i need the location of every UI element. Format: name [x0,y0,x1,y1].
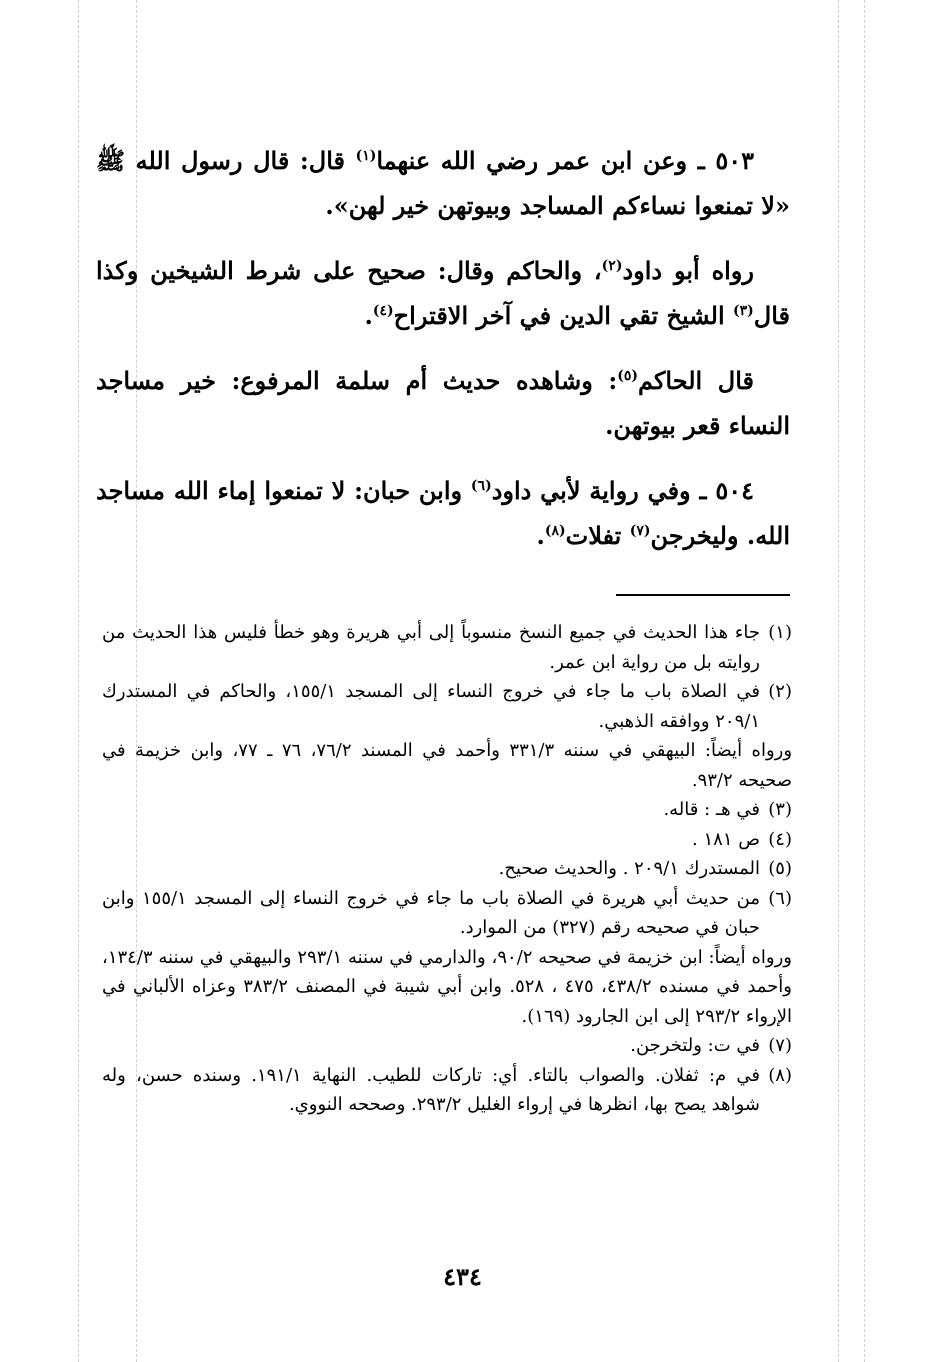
text-segment: . [536,521,545,550]
footnote-ref: (٥) [617,368,639,384]
footnote-1 [102,618,792,677]
footnotes [102,618,792,1120]
hakim-paragraph [96,358,790,448]
hadith-503 [96,138,790,228]
footnote-text: في هـ : قاله. [663,799,760,820]
scan-artifact-line [78,0,79,1362]
scan-artifact-line [864,0,865,1362]
text-segment: ٥٠٤ ـ وفي رواية لأبي داود [491,476,754,505]
footnote-separator [616,594,790,596]
takhrij-paragraph [96,248,790,338]
footnote-text: جاء هذا الحديث في جميع النسخ منسوباً إلى أبي هريرة وهو خطأ فليس هذا الحديث من روايته بل من رواية ابن عمر. [102,622,760,673]
footnote-ref: (٧) [629,523,651,539]
footnote-ref: (٣) [732,303,754,319]
scan-artifact-line [838,0,839,1362]
footnote-7 [102,1031,792,1061]
footnote-ref: (٨) [544,523,566,539]
footnote-text: في م: ثفلان. والصواب بالتاء. أي: تاركات للطيب. النهاية ١٩١/١. وسنده حسن، وله شواهد يصح بها، انظرها في إرواء الغليل ٢٩٣/٢. وصححه النووي. [102,1064,760,1115]
text-segment: ، والحاكم وقال: صحيح على شرط الشيخين وكذا قال [96,256,790,330]
footnote-ref: (٦) [470,478,492,494]
text-segment: تفلات [565,521,630,550]
footnote-6 [102,884,792,943]
footnote-number: (٣) [768,799,792,820]
footnote-number: (٨) [768,1064,792,1086]
footnote-text: ورواه أيضاً: البيهقي في سننه ٣٣١/٣ وأحمد في المسند ٧٦/٢، ٧٦ ـ ٧٧، وابن خزيمة في صحيحه ٩٣/٢. [102,740,793,791]
text-segment: ٥٠٣ ـ وعن ابن عمر رضي الله عنهما [376,146,754,175]
footnote-2-extra [102,736,792,795]
footnote-number: (١) [768,622,792,643]
footnote-text: المستدرك ٢٠٩/١ . والحديث صحيح. [498,858,760,879]
footnote-text: في ت: ولتخرجن. [630,1035,760,1056]
footnote-number: (٥) [768,858,792,879]
footnote-4 [102,825,792,855]
footnote-text: في الصلاة باب ما جاء في خروج النساء إلى المسجد ١٥٥/١، والحاكم في المستدرك ٢٠٩/١ ووافقه الذهبي. [102,681,760,732]
text-segment: رواه أبو داود [622,256,754,285]
footnote-6-extra [102,943,792,1032]
text-segment: قال: قال رسول الله ﷺ «لا تمنعوا نساءكم المساجد وبيوتهن خير لهن». [96,146,790,220]
footnote-8 [102,1061,792,1120]
footnote-text: ورواه أيضاً: ابن خزيمة في صحيحه ٩٠/٢، والدارمي في سننه ٢٩٣/١ والبيهقي في سننه ١٣٤/٣، وأحمد في مسنده ٤٣٨/٢، ٤٧٥ ، ٥٢٨. وابن أبي شيبة في المصنف ٣٨٣/٢ وعزاه الألباني في الإرواء ٢٩٣/٢ إلى ابن الجارود (١٦٩). [102,946,792,1027]
footnote-number: (٤) [768,828,792,850]
footnote-text: من حديث أبي هريرة في الصلاة باب ما جاء في خروج النساء إلى المسجد ١٥٥/١ وابن حبان في صحيحه رقم (٣٢٧) من الموارد. [102,887,760,938]
footnote-number: (٧) [768,1035,792,1056]
hadith-504 [96,468,790,558]
text-segment: . [364,301,373,330]
text-segment: الشيخ تقي الدين في آخر الاقتراح [393,301,733,330]
footnote-2 [102,677,792,736]
text-segment: وابن حبان: لا تمنعوا إماء الله مساجد الله. وليخرجن [96,476,790,550]
footnote-ref: (٢) [601,258,623,274]
footnote-5 [102,854,792,884]
footnote-number: (٢) [768,681,792,702]
text-segment: : وشاهده حديث أم سلمة المرفوع: خير مساجد النساء قعر بيوتهن. [96,366,790,440]
footnote-3 [102,795,792,825]
main-text [96,138,790,578]
footnote-number: (٦) [768,887,792,909]
page-number: ٤٣٤ [443,1262,482,1291]
text-segment: قال الحاكم [638,366,754,395]
footnote-ref: (١) [355,148,377,164]
footnote-text: ص ١٨١ . [692,828,760,850]
footnote-ref: (٤) [372,303,394,319]
